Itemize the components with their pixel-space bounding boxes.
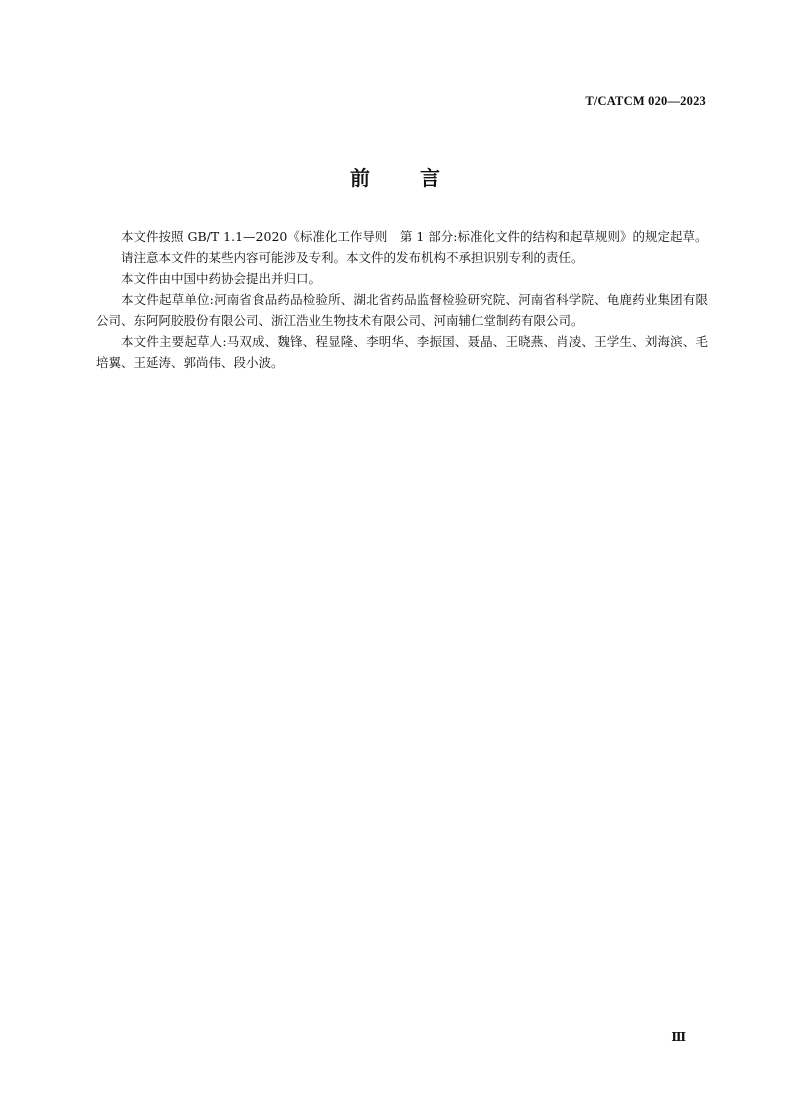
- foreword-body: [96, 226, 708, 373]
- paragraph-patent-notice: 请注意本文件的某些内容可能涉及专利。本文件的发布机构不承担识别专利的责任。: [121, 250, 584, 265]
- page-number: Ⅲ: [671, 1030, 686, 1044]
- foreword-title-char-2: 言: [420, 166, 442, 190]
- paragraph-drafters: 本文件主要起草人:马双成、魏锋、程显隆、李明华、李振国、聂晶、王晓燕、肖凌、王学生、刘海滨、毛培翼、王延涛、郭尚伟、段小波。: [96, 334, 708, 370]
- paragraph-drafting-units: 本文件起草单位:河南省食品药品检验所、湖北省药品监督检验研究院、河南省科学院、龟鹿药业集团有限公司、东阿阿胶股份有限公司、浙江浩业生物技术有限公司、河南辅仁堂制药有限公司。: [96, 292, 708, 328]
- foreword-title: [0, 162, 792, 191]
- paragraph-drafting-rules: 本文件按照 GB/T 1.1—2020《标准化工作导则 第 1 部分:标准化文件的结构和起草规则》的规定起草。: [121, 229, 708, 244]
- standard-code: T/CATCM 020—2023: [585, 94, 706, 108]
- foreword-title-char-1: 前: [350, 166, 372, 190]
- paragraph-proposer: 本文件由中国中药协会提出并归口。: [121, 271, 322, 286]
